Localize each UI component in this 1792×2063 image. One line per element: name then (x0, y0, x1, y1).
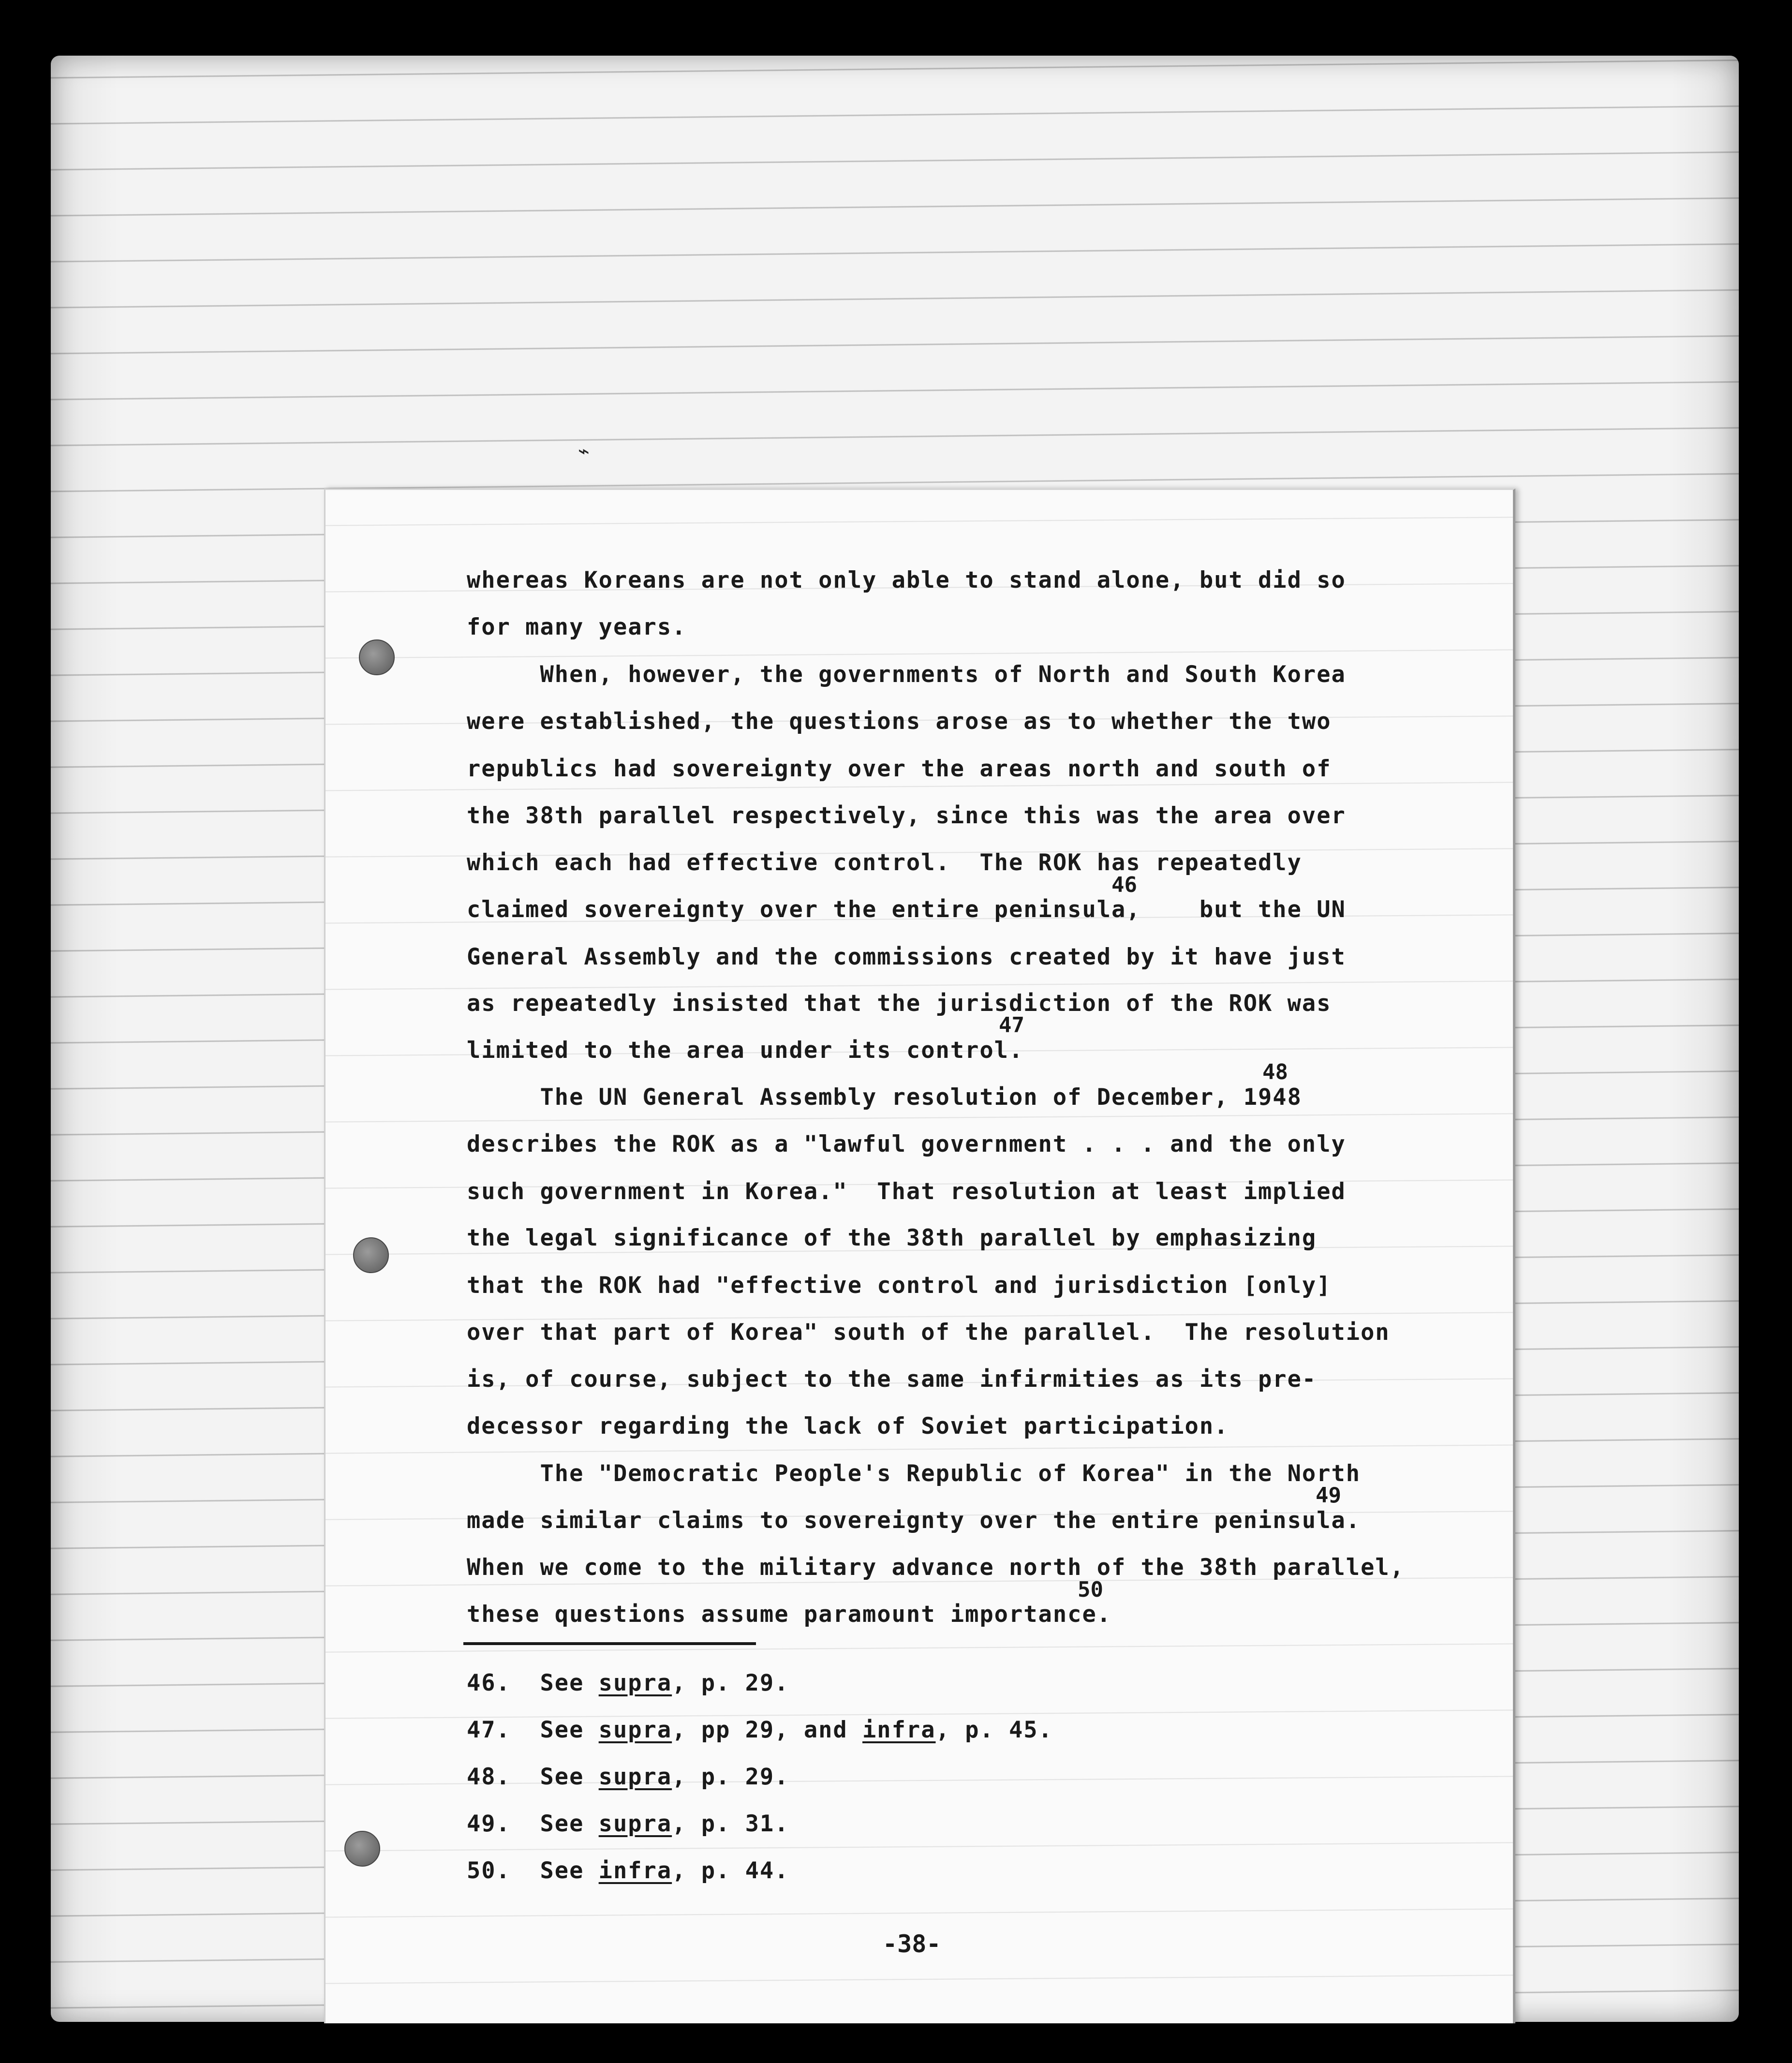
page-number: -38- (883, 1930, 941, 1958)
footnote-marker: 49 (1316, 1483, 1341, 1508)
text-line: these questions assume paramount importance. (467, 1601, 1112, 1628)
text-line: limited to the area under its control. (467, 1037, 1024, 1064)
text-line: is, of course, subject to the same infirmities as its pre- (467, 1366, 1317, 1393)
footnote-marker: 47 (999, 1013, 1024, 1038)
text-line: republics had sovereignty over the areas north and south of (467, 756, 1332, 782)
footnote-49: 49. See supra, p. 31. (467, 1811, 789, 1837)
text-line: as repeatedly insisted that the jurisdiction of the ROK was (467, 990, 1332, 1017)
footnote-marker: 50 (1078, 1577, 1103, 1602)
stray-mark: ⌁ (578, 440, 590, 462)
footnote-marker: 48 (1262, 1060, 1288, 1084)
text-line: whereas Koreans are not only able to stand alone, but did so (467, 567, 1346, 594)
text-line: over that part of Korea" south of the parallel. The resolution (467, 1319, 1390, 1346)
footnote-50: 50. See infra, p. 44. (467, 1857, 789, 1884)
text-line: that the ROK had "effective control and jurisdiction [only] (467, 1272, 1332, 1299)
footnote-separator (463, 1642, 756, 1645)
text-line: claimed sovereignty over the entire peninsula, but the UN (467, 896, 1346, 923)
footnote-47: 47. See supra, pp 29, and infra, p. 45. (467, 1717, 1053, 1743)
footnote-marker: 46 (1111, 873, 1137, 897)
text-line: describes the ROK as a "lawful government . . . and the only (467, 1131, 1346, 1158)
text-line: the 38th parallel respectively, since this was the area over (467, 802, 1346, 829)
punch-hole-middle (353, 1237, 389, 1273)
text-line: for many years. (467, 614, 687, 640)
text-line: the legal significance of the 38th parallel by emphasizing (467, 1225, 1317, 1251)
punch-hole-top (359, 639, 395, 675)
text-line: made similar claims to sovereignty over the entire peninsula. (467, 1507, 1361, 1534)
footnote-48: 48. See supra, p. 29. (467, 1764, 789, 1790)
text-line: The "Democratic People's Republic of Korea" in the North (467, 1460, 1361, 1487)
text-line: which each had effective control. The ROK has repeatedly (467, 849, 1302, 876)
text-line: The UN General Assembly resolution of December, 1948 (467, 1084, 1302, 1111)
text-line: When, however, the governments of North and South Korea (467, 661, 1346, 688)
footnote-46: 46. See supra, p. 29. (467, 1670, 789, 1696)
punch-hole-bottom (344, 1831, 380, 1867)
text-line: decessor regarding the lack of Soviet participation. (467, 1413, 1229, 1440)
text-line: such government in Korea." That resolution at least implied (467, 1178, 1346, 1205)
text-line: were established, the questions arose as to whether the two (467, 708, 1332, 735)
text-line: General Assembly and the commissions created by it have just (467, 944, 1346, 970)
text-line: When we come to the military advance north of the 38th parallel, (467, 1554, 1405, 1581)
